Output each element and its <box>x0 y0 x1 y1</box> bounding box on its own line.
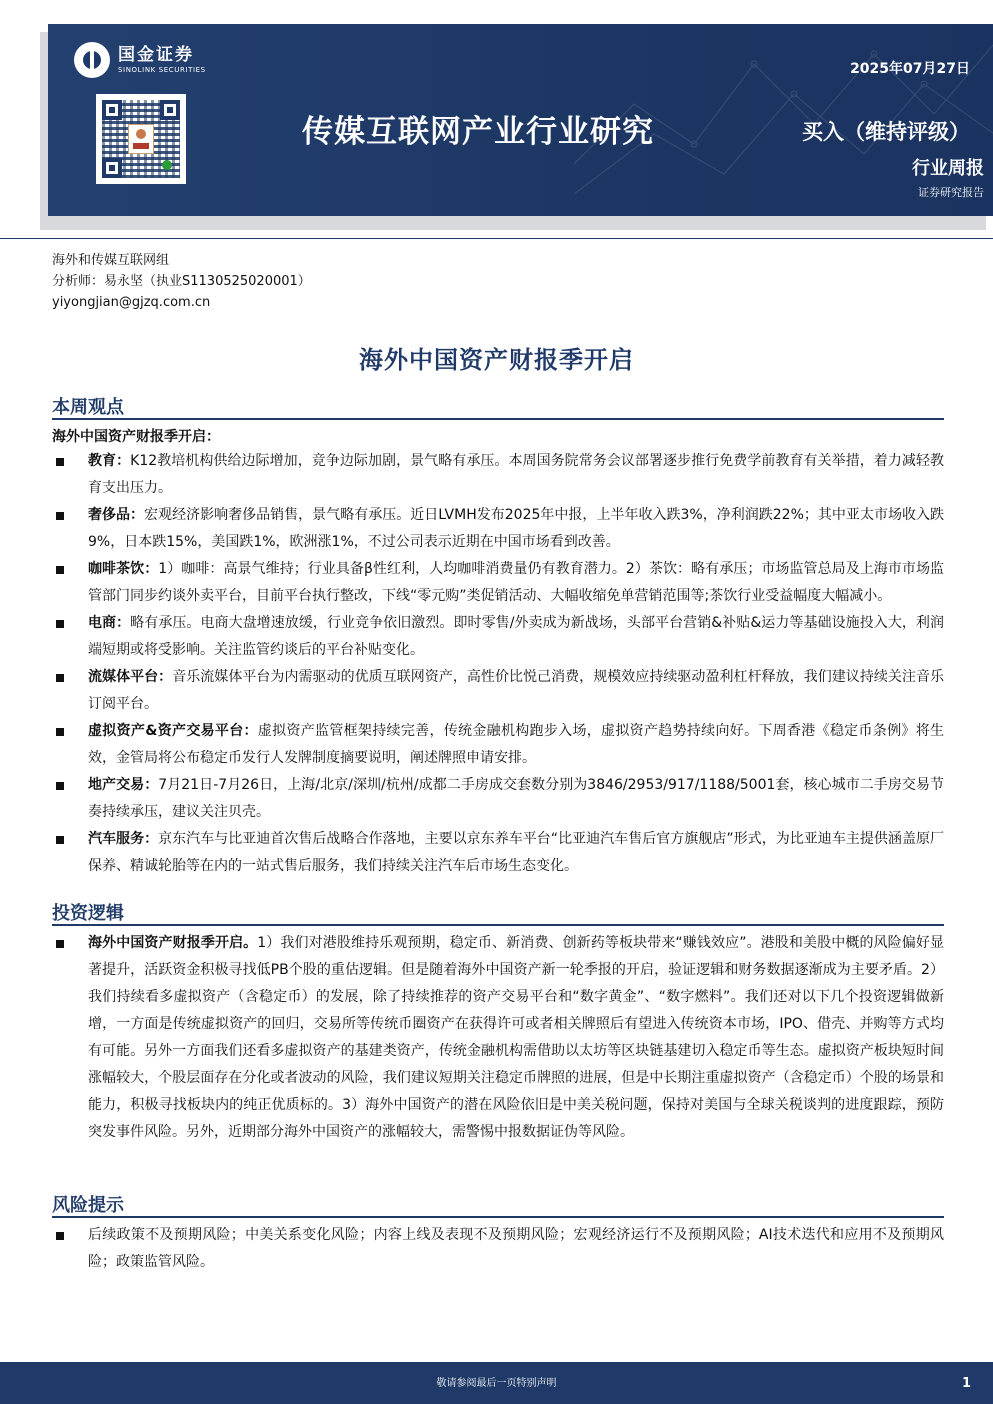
item-label: 教育： <box>88 453 131 469</box>
item-label: 流媒体平台： <box>88 669 173 685</box>
list-item <box>52 1222 944 1276</box>
square-bullet-icon <box>56 728 64 736</box>
item-text: 后续政策不及预期风险；中美关系变化风险；内容上线及表现不及预期风险；宏观经济运行不及预期风险；AI技术迭代和应用不及预期风险；政策监管风险。 <box>88 1227 944 1270</box>
item-label: 海外中国资产财报季开启。 <box>88 935 258 951</box>
square-bullet-icon <box>56 458 64 466</box>
page-number: 1 <box>961 1376 971 1391</box>
section-subheading: 海外中国资产财报季开启： <box>52 429 220 445</box>
list-item <box>52 930 944 1146</box>
list-item <box>52 502 944 556</box>
disclaimer-notice: 敬请参阅最后一页特别声明 <box>436 1378 557 1389</box>
document-title: 海外中国资产财报季开启 <box>359 346 634 374</box>
square-bullet-icon <box>56 1232 64 1240</box>
square-bullet-icon <box>56 782 64 790</box>
logo-chinese-name: 国金证券 <box>118 45 194 65</box>
team-name: 海外和传媒互联网组 <box>52 253 170 268</box>
square-bullet-icon <box>56 566 64 574</box>
item-text: 京东汽车与比亚迪首次售后战略合作落地，主要以京东养车平台“比亚迪汽车售后官方旗舰店”形式，为比亚迪车主提供涵盖原厂保养、精诚轮胎等在内的一站式售后服务，我们持续关注汽车后市场生态变化。 <box>88 831 944 874</box>
item-label: 虚拟资产&资产交易平台： <box>88 723 258 739</box>
risk-list <box>52 1222 944 1276</box>
weekly-view-list <box>52 448 944 880</box>
square-bullet-icon <box>56 674 64 682</box>
square-bullet-icon <box>56 836 64 844</box>
item-text: 7月21日-7月26日，上海/北京/深圳/杭州/成都二手房成交套数分别为3846/2953/917/1188/5001套，核心城市二手房交易节奏持续承压，建议关注贝壳。 <box>88 777 945 820</box>
item-text: 1）我们对港股维持乐观预期，稳定币、新消费、创新药等板块带来“赚钱效应”。港股和美股中概的风险偏好显著提升，活跃资金积极寻找低PB个股的重估逻辑。但是随着海外中国资产新一轮季报的开启，验证逻辑和财务数据逐渐成为主要矛盾。2）我们持续看多虚拟资产（含稳定币）的发展，除了持续推荐的资产交易平台和“数字黄金”、“数字燃料”。我们还对以下几个投资逻辑做新增，一方面是传统虚拟资产的回归，交易所等传统币圈资产在获得许可或者相关牌照后有望进入传统资本市场，IPO、借壳、并购等方式均有可能。另外一方面我们还看多虚拟资产的基建类资产，传统金融机构需借助以太坊等区块链基建切入稳定币等生态。虚拟资产板块短时间涨幅较大，个股层面存在分化或者波动的风险，我们建议短期关注稳定币牌照的进展，但是中长期注重虚拟资产（含稳定币）个股的场景和能力，积极寻找板块内的纯正优质标的。3）海外中国资产的潜在风险依旧是中美关税问题，保持对美国与全球关税谈判的进度跟踪，预防突发事件风险。另外，近期部分海外中国资产的涨幅较大，需警惕中报数据证伪等风险。 <box>88 935 944 1140</box>
list-item <box>52 826 944 880</box>
company-logo-icon <box>74 42 110 78</box>
rating-label: 买入（维持评级） <box>802 120 970 144</box>
qr-finder-icon <box>102 158 122 178</box>
wechat-mini-program-icon <box>162 160 172 170</box>
list-item <box>52 664 944 718</box>
list-item <box>52 556 944 610</box>
report-industry-title: 传媒互联网产业行业研究 <box>302 114 654 150</box>
list-item <box>52 718 944 772</box>
section-risk <box>52 1194 944 1276</box>
qr-code <box>96 94 186 184</box>
section-heading: 风险提示 <box>52 1194 944 1218</box>
item-label: 汽车服务： <box>88 831 159 847</box>
item-label: 地产交易： <box>88 777 159 793</box>
qr-finder-icon <box>102 100 122 120</box>
item-label: 电商： <box>88 615 131 631</box>
item-label: 咖啡茶饮： <box>88 561 159 577</box>
section-weekly-view <box>52 396 944 880</box>
logo-english-name: SINOLINK SECURITIES <box>118 66 206 74</box>
item-text: 1）咖啡：高景气维持；行业具备β性红利，人均咖啡消费量仍有教育潜力。2）茶饮：略有承压；市场监管总局及上海市市场监管部门同步约谈外卖平台，目前平台执行整改，下线“零元购”类促销活动、大幅收缩免单营销范围等;茶饮行业受益幅度大幅减小。 <box>88 561 945 604</box>
item-text: 虚拟资产监管框架持续完善，传统金融机构跑步入场，虚拟资产趋势持续向好。下周香港《稳定币条例》将生效，金管局将公布稳定币发行人发牌制度摘要说明，阐述牌照申请安排。 <box>88 723 944 766</box>
square-bullet-icon <box>56 620 64 628</box>
report-date: 2025年07月27日 <box>850 61 970 77</box>
report-header <box>48 24 993 216</box>
author-info <box>52 250 311 313</box>
item-text: 略有承压。电商大盘增速放缓，行业竞争依旧激烈。即时零售/外卖成为新战场，头部平台营销&补贴&运力等基础设施投入大，利润端短期或将受影响。关注监管约谈后的平台补贴变化。 <box>88 615 944 658</box>
item-label: 奢侈品： <box>88 507 145 523</box>
analyst-line: 分析师：易永坚（执业S1130525020001） <box>52 274 311 289</box>
header-divider <box>0 238 993 239</box>
list-item <box>52 610 944 664</box>
section-investment-logic <box>52 902 944 1146</box>
square-bullet-icon <box>56 940 64 948</box>
item-text: 音乐流媒体平台为内需驱动的优质互联网资产，高性价比悦己消费，规模效应持续驱动盈利杠杆释放，我们建议持续关注音乐订阅平台。 <box>88 669 944 712</box>
qr-finder-icon <box>160 100 180 120</box>
list-item <box>52 448 944 502</box>
item-text: 宏观经济影响奢侈品销售，景气略有承压。近日LVMH发布2025年中报，上半年收入跌3%，净利润跌22%；其中亚太市场收入跌9%，日本跌15%，美国跌1%，欧洲涨1%，不过公司表示近期在中国市场看到改善。 <box>88 507 944 550</box>
page-footer <box>0 1362 993 1404</box>
analyst-email[interactable]: yiyongjian@gjzq.com.cn <box>52 295 211 310</box>
section-heading: 投资逻辑 <box>52 902 944 926</box>
list-item <box>52 772 944 826</box>
report-subtype: 证券研究报告 <box>918 186 984 199</box>
report-type: 行业周报 <box>912 158 984 179</box>
company-logo <box>74 42 206 78</box>
qr-center-logo-icon <box>128 124 154 154</box>
item-text: K12教培机构供给边际增加，竞争边际加剧，景气略有承压。本周国务院常务会议部署逐步推行免费学前教育有关举措，着力减轻教育支出压力。 <box>88 453 944 496</box>
square-bullet-icon <box>56 512 64 520</box>
section-heading: 本周观点 <box>52 396 944 420</box>
investment-logic-list <box>52 930 944 1146</box>
